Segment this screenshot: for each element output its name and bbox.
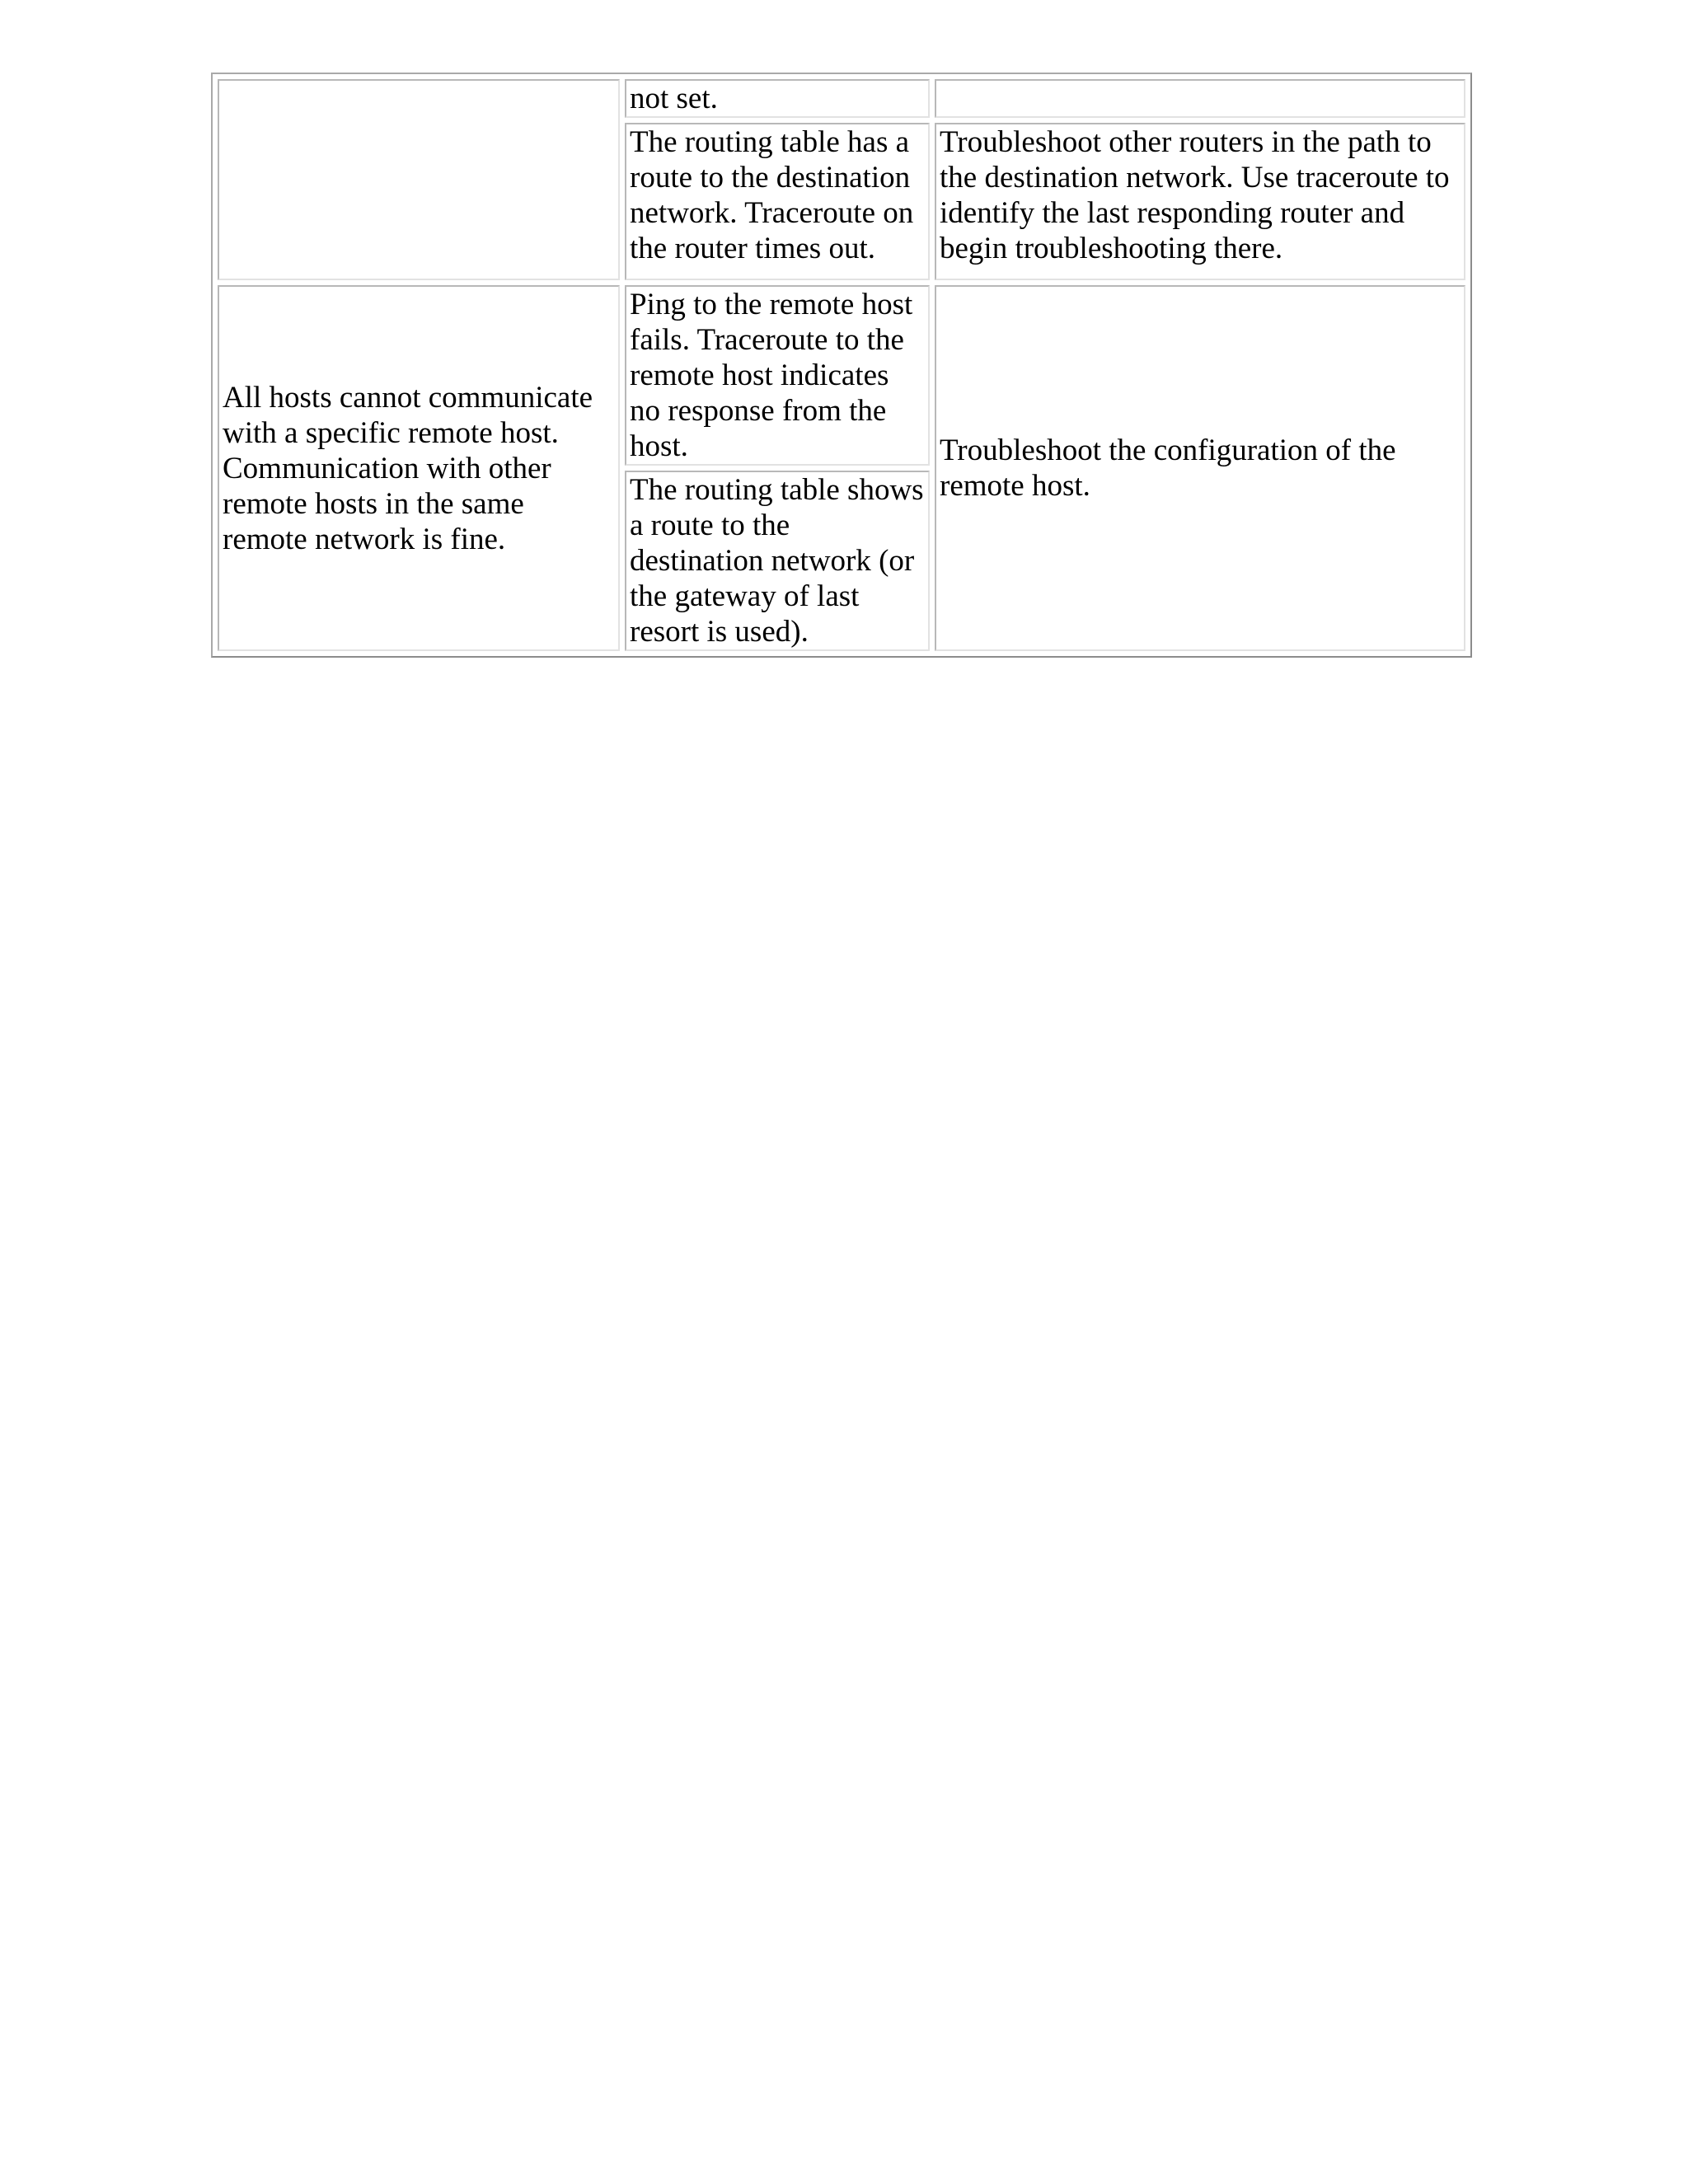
problem-cell: All hosts cannot communicate with a specific remote host. Communication with other remote hosts in the same remote network is fine. bbox=[218, 285, 620, 651]
solution-cell: Troubleshoot other routers in the path to the destination network. Use traceroute to identify the last responding router and begin troubleshooting there. bbox=[935, 123, 1465, 280]
troubleshooting-table bbox=[211, 73, 1472, 658]
table-row bbox=[218, 79, 1465, 118]
condition-cell: The routing table has a route to the destination network. Traceroute on the router times out. bbox=[625, 123, 930, 280]
condition-cell: The routing table shows a route to the destination network (or the gateway of last resort is used). bbox=[625, 471, 930, 651]
condition-cell: Ping to the remote host fails. Traceroute to the remote host indicates no response from the host. bbox=[625, 285, 930, 466]
solution-cell bbox=[935, 79, 1465, 118]
condition-cell: not set. bbox=[625, 79, 930, 118]
solution-cell: Troubleshoot the configuration of the remote host. bbox=[935, 285, 1465, 651]
table-row bbox=[218, 285, 1465, 466]
problem-cell bbox=[218, 79, 620, 280]
